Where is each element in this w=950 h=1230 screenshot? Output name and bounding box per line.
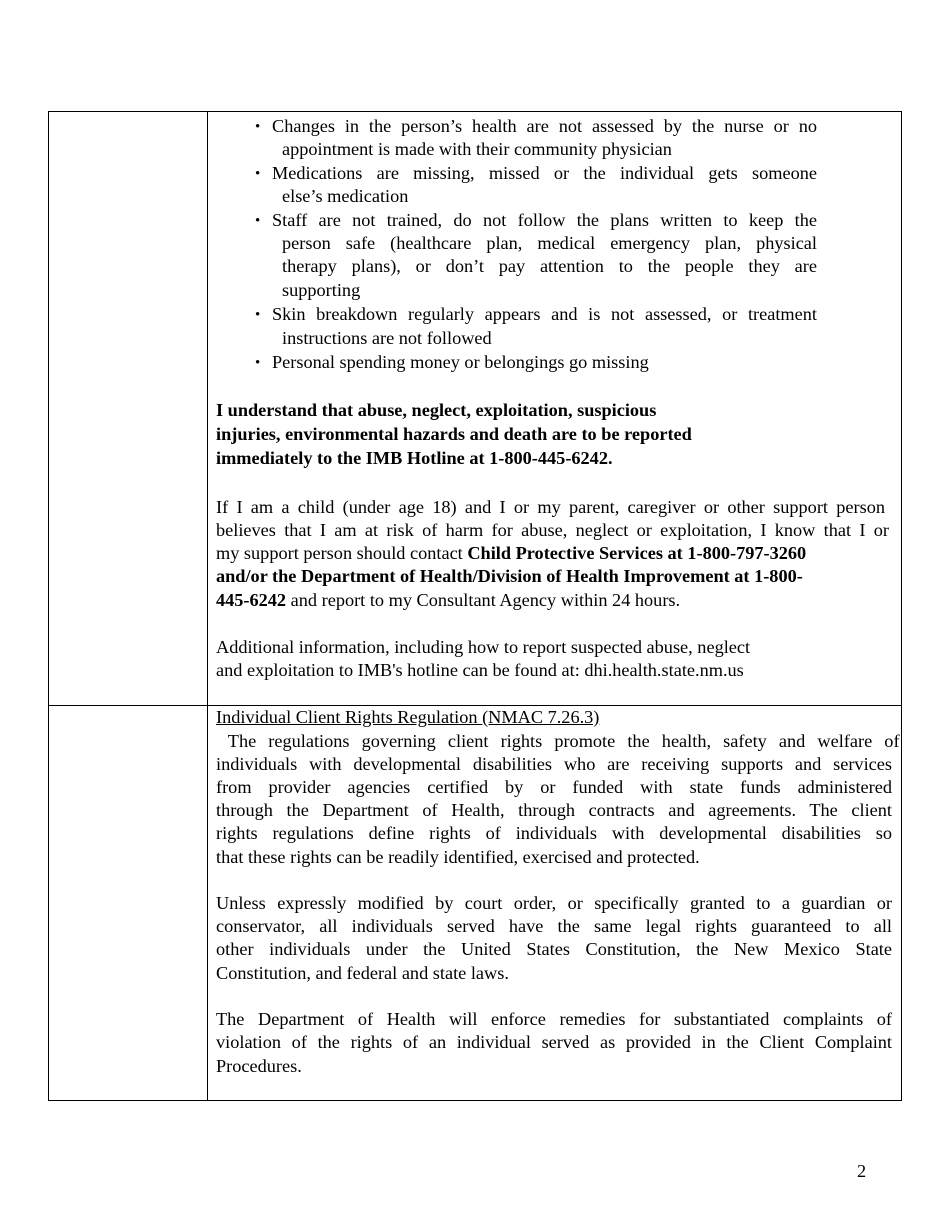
bold-text: 445-6242 [216, 590, 287, 610]
paragraph-line [216, 542, 806, 565]
statement-line: injuries, environmental hazards and death are to be reported [216, 424, 692, 444]
paragraph-line: individuals with developmental disabilities who are receiving supports and services [216, 754, 892, 774]
paragraph-line: The Department of Health will enforce remedies for substantiated complaints of [216, 1009, 892, 1029]
list-item-line: Medications are missing, missed or the individual gets someone [272, 163, 817, 183]
paragraph-line: Procedures. [216, 1056, 302, 1076]
plain-text: my support person should contact [216, 543, 468, 563]
rights-heading: Individual Client Rights Regulation (NMAC 7.26.3) [216, 707, 600, 727]
paragraph-line: The regulations governing client rights promote the health, safety and welfare of [216, 731, 900, 751]
paragraph-line: conservator, all individuals served have the same legal rights guaranteed to all [216, 916, 892, 936]
bullet-marker: • [255, 119, 261, 135]
paragraph-line: believes that I am at risk of harm for abuse, neglect or exploitation, I know that I or [216, 520, 889, 540]
paragraph-line: and/or the Department of Health/Division of Health Improvement at 1-800- [216, 566, 803, 586]
list-item-line: therapy plans), or don’t pay attention to the people they are [282, 256, 817, 276]
paragraph-line: Unless expressly modified by court order, or specifically granted to a guardian or [216, 893, 892, 913]
paragraph-line: violation of the rights of an individual served as provided in the Client Complaint [216, 1032, 892, 1052]
list-item-line: Skin breakdown regularly appears and is not assessed, or treatment [272, 304, 817, 324]
statement-line: I understand that abuse, neglect, exploitation, suspicious [216, 400, 657, 420]
page-number: 2 [857, 1161, 867, 1181]
list-item-line: Staff are not trained, do not follow the plans written to keep the [272, 210, 817, 230]
list-item-line: instructions are not followed [282, 328, 492, 348]
bullet-marker: • [255, 213, 261, 229]
list-item-line: Personal spending money or belongings go missing [272, 352, 649, 372]
bullet-marker: • [255, 307, 261, 323]
list-item-line: else’s medication [282, 186, 409, 206]
paragraph-line: and exploitation to IMB's hotline can be found at: dhi.health.state.nm.us [216, 660, 744, 680]
bullet-marker: • [255, 355, 261, 371]
list-item-line: Changes in the person’s health are not assessed by the nurse or no [272, 116, 817, 136]
paragraph-line: Additional information, including how to report suspected abuse, neglect [216, 637, 751, 657]
list-item-line: person safe (healthcare plan, medical emergency plan, physical [282, 233, 817, 253]
paragraph-line: from provider agencies certified by or funded with state funds administered [216, 777, 892, 797]
paragraph-line: through the Department of Health, through contracts and agreements. The client [216, 800, 892, 820]
plain-text: and report to my Consultant Agency within 24 hours. [286, 590, 681, 610]
statement-line: immediately to the IMB Hotline at 1-800-445-6242. [216, 448, 613, 468]
list-item-line: supporting [282, 280, 361, 300]
paragraph-line: If I am a child (under age 18) and I or my parent, caregiver or other support person [216, 497, 885, 517]
list-item-line: appointment is made with their community physician [282, 139, 672, 159]
paragraph-line [216, 589, 680, 612]
paragraph-line: rights regulations define rights of individuals with developmental disabilities so [216, 823, 892, 843]
bullet-marker: • [255, 166, 261, 182]
paragraph-line: Constitution, and federal and state laws. [216, 963, 509, 983]
bold-text: Child Protective Services at 1-800-797-3260 [467, 543, 807, 563]
paragraph-line: other individuals under the United States Constitution, the New Mexico State [216, 939, 892, 959]
paragraph-line: that these rights can be readily identified, exercised and protected. [216, 847, 700, 867]
table-column-divider [207, 111, 208, 1101]
